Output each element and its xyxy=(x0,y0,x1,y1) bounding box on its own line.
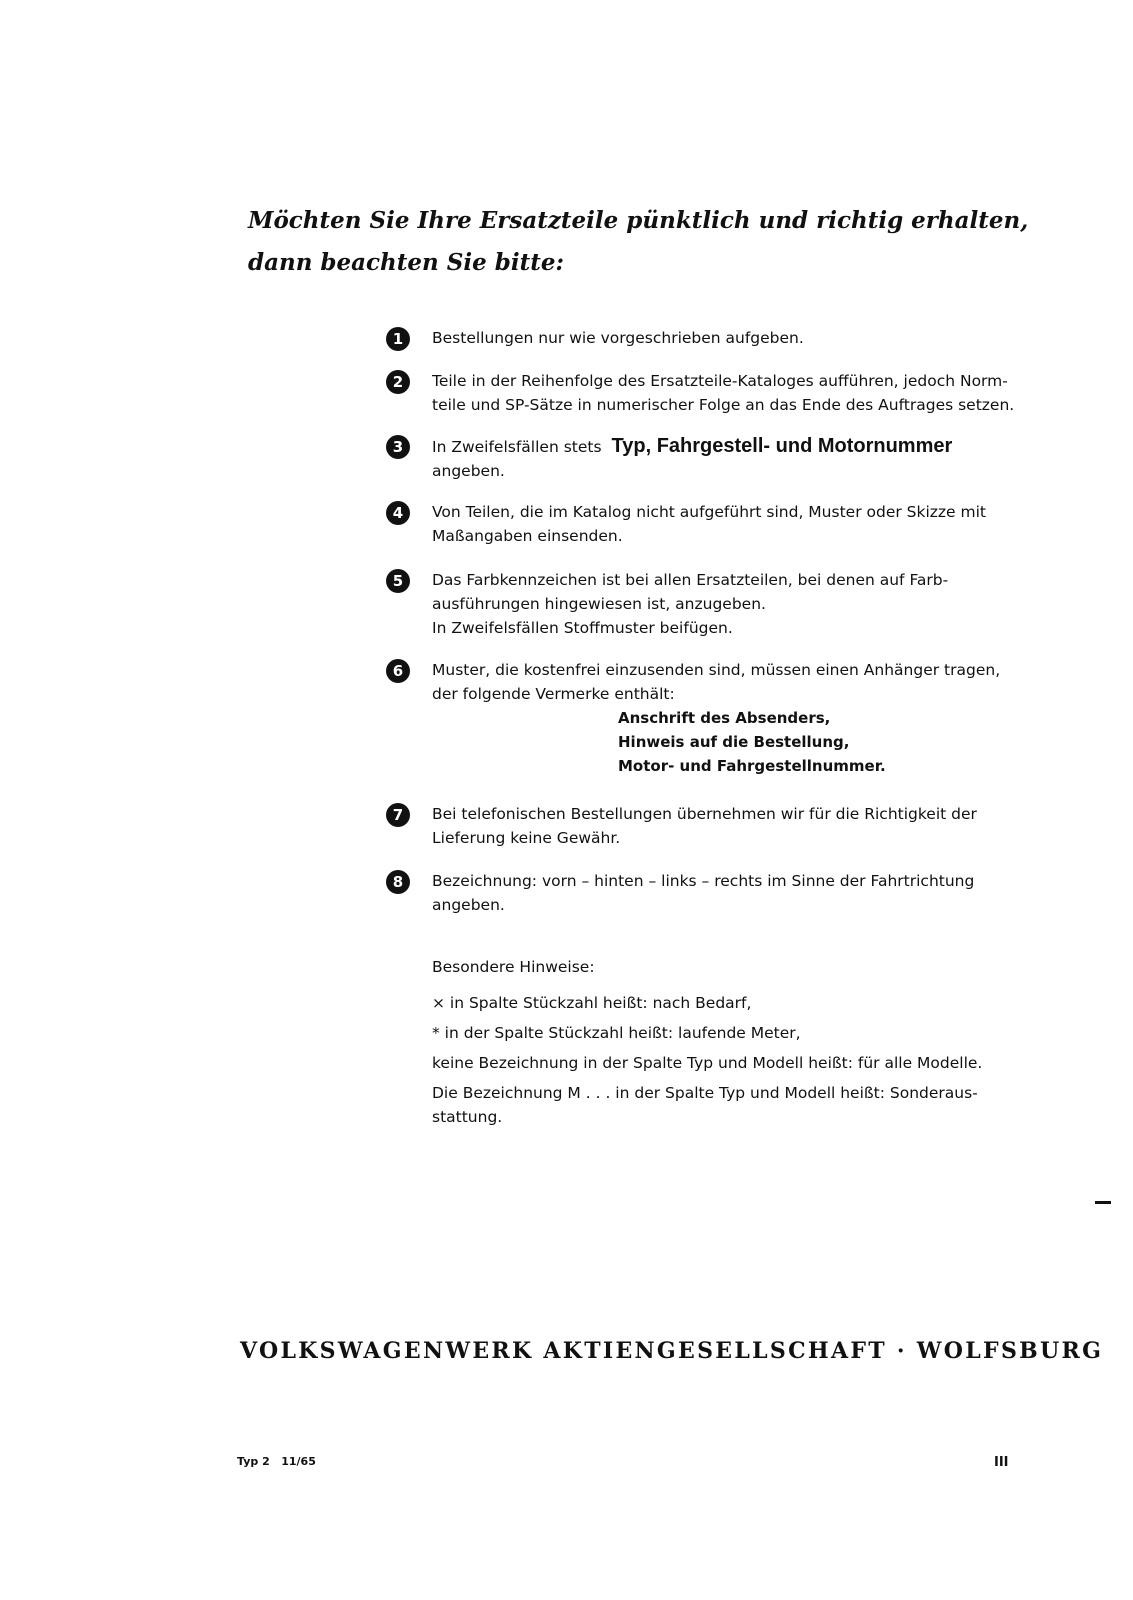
footer-company-name: VOLKSWAGENWERK AKTIENGESELLSCHAFT · WOLFSBURG xyxy=(240,1338,1104,1364)
margin-mark xyxy=(1095,1201,1111,1204)
instruction-text-1 xyxy=(432,326,1032,350)
instruction-line: Bei telefonischen Bestellungen übernehmen wir für die Richtigkeit der xyxy=(432,805,977,823)
instruction-text-6 xyxy=(432,658,1032,778)
emphasis-text: Typ, Fahrgestell- und Motornummer xyxy=(611,435,953,457)
address-line: Anschrift des Absenders, xyxy=(618,709,831,727)
instruction-line: Muster, die kostenfrei einzusenden sind, müssen einen Anhänger tragen, xyxy=(432,661,1001,679)
note-line: keine Bezeichnung in der Spalte Typ und Modell heißt: für alle Modelle. xyxy=(432,1054,983,1072)
number-badge-4: 4 xyxy=(386,501,410,525)
instruction-line: Von Teilen, die im Katalog nicht aufgeführt sind, Muster oder Skizze mit xyxy=(432,503,986,521)
instruction-line: Bezeichnung: vorn – hinten – links – rechts im Sinne der Fahrtrichtung xyxy=(432,872,975,890)
instruction-line: Das Farbkennzeichen ist bei allen Ersatzteilen, bei denen auf Farb- xyxy=(432,571,949,589)
instruction-line: Lieferung keine Gewähr. xyxy=(432,829,621,847)
instruction-text-8 xyxy=(432,869,1032,917)
title-line-1: Möchten Sie Ihre Ersatzteile pünktlich und richtig erhalten, xyxy=(248,207,1029,234)
number-badge-5: 5 xyxy=(386,569,410,593)
instruction-text-4 xyxy=(432,500,1032,548)
number-badge-7: 7 xyxy=(386,803,410,827)
number-badge-3: 3 xyxy=(386,435,410,459)
note-line: × in Spalte Stückzahl heißt: nach Bedarf, xyxy=(432,994,752,1012)
instruction-text-2 xyxy=(432,369,1032,417)
instruction-line: teile und SP-Sätze in numerischer Folge an das Ende des Auftrages setzen. xyxy=(432,396,1015,414)
instruction-line: Bestellungen nur wie vorgeschrieben aufgeben. xyxy=(432,329,804,347)
instruction-prefix: In Zweifelsfällen stets xyxy=(432,438,602,456)
instruction-line: Teile in der Reihenfolge des Ersatzteile-Kataloges aufführen, jedoch Norm- xyxy=(432,372,1008,390)
number-badge-2: 2 xyxy=(386,370,410,394)
instruction-line: der folgende Vermerke enthält: xyxy=(432,685,675,703)
number-badge-6: 6 xyxy=(386,659,410,683)
footer-type-reference: Typ 2 11/65 xyxy=(237,1455,316,1468)
note-line: stattung. xyxy=(432,1108,503,1126)
note-line: Die Bezeichnung M . . . in der Spalte Typ und Modell heißt: Sonderaus- xyxy=(432,1084,978,1102)
address-line: Motor- und Fahrgestellnummer. xyxy=(618,757,886,775)
address-line: Hinweis auf die Bestellung, xyxy=(618,733,850,751)
page-number: III xyxy=(994,1455,1009,1470)
instruction-text-3 xyxy=(432,434,1032,483)
notes-heading: Besondere Hinweise: xyxy=(432,958,595,976)
instruction-line: angeben. xyxy=(432,462,505,480)
instruction-line: Maßangaben einsenden. xyxy=(432,527,623,545)
number-badge-1: 1 xyxy=(386,327,410,351)
instruction-line: In Zweifelsfällen Stoffmuster beifügen. xyxy=(432,619,733,637)
instruction-text-5 xyxy=(432,568,1032,640)
page-title xyxy=(248,200,1029,284)
instruction-line: ausführungen hingewiesen ist, anzugeben. xyxy=(432,595,766,613)
number-badge-8: 8 xyxy=(386,870,410,894)
special-notes xyxy=(432,955,1032,1129)
note-line: * in der Spalte Stückzahl heißt: laufende Meter, xyxy=(432,1024,801,1042)
title-line-2: dann beachten Sie bitte: xyxy=(248,249,564,276)
instruction-line: angeben. xyxy=(432,896,505,914)
instruction-text-7 xyxy=(432,802,1032,850)
